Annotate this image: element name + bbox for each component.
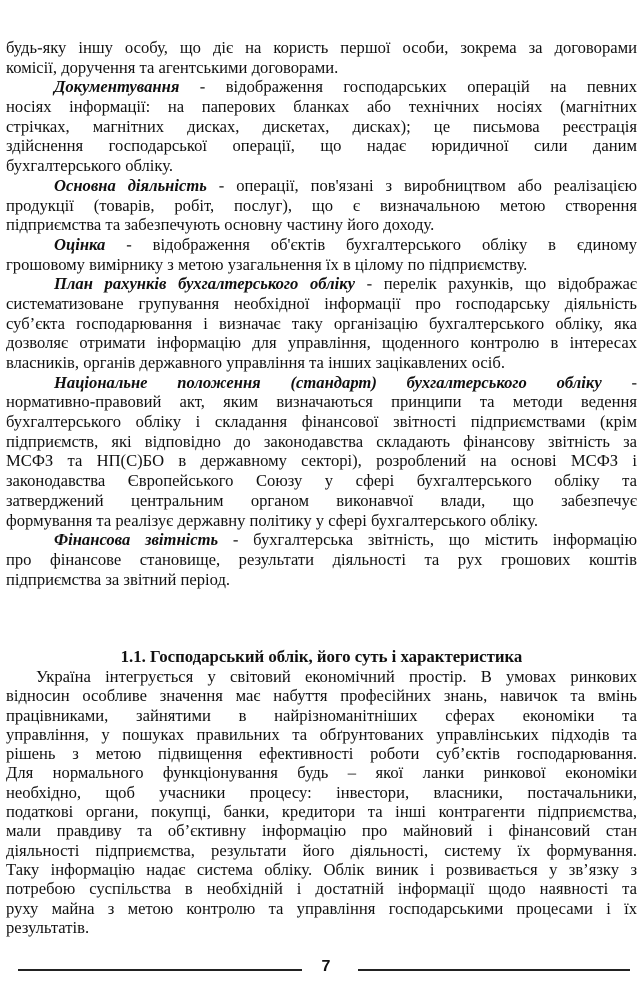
footer-rule-right bbox=[358, 969, 630, 971]
text-line: будь-яку іншу особу, що діє на користь першої особи, зокрема за договорами bbox=[6, 38, 637, 57]
definition-paragraph bbox=[6, 530, 637, 589]
definition-term: План рахунків бухгалтерського обліку bbox=[54, 274, 356, 294]
text-line: управління, у пошуках правильних та обґрунтованих управлінських підходів та bbox=[6, 724, 637, 744]
text-line: рішень з метою підвищення ефективності роботи суб’єктів господарювання. bbox=[6, 744, 637, 764]
page-number: 7 bbox=[321, 958, 331, 975]
text-line: Україна інтегрується у світовий економічний простір. В умовах ринкових bbox=[36, 667, 637, 686]
text-line: здійснення господарської операції, що надає юридичної сили даним bbox=[6, 136, 637, 156]
text-line: носіях інформації: на паперових бланках або технічних носіях (магнітних bbox=[6, 97, 637, 117]
definition-paragraph bbox=[6, 274, 637, 372]
definition-text: - операції, пов'язані з виробництвом або реалізацією bbox=[206, 175, 637, 195]
text-line: формування та реалізує державну політику у сфері бухгалтерського обліку. bbox=[6, 510, 538, 530]
text-line: комісії, доручення та агентськими договорами. bbox=[6, 57, 339, 77]
text-line: результатів. bbox=[6, 917, 90, 937]
text-line: законодавства Європейського Союзу у сфері бухгалтерського обліку та bbox=[6, 471, 637, 491]
definition-text: - перелік рахунків, що відображає bbox=[355, 274, 637, 294]
definition-paragraph bbox=[6, 77, 637, 175]
text-line: Таку інформацію надає система обліку. Облік виник і розвивається у зв’язку з bbox=[6, 859, 637, 879]
text-line: підприємства за звітний період. bbox=[6, 569, 231, 589]
text-line bbox=[6, 530, 637, 550]
text-line: Для нормального функціонування будь – якої ланки ринкової економіки bbox=[6, 763, 637, 783]
definition-term: Основна діяльність bbox=[54, 175, 207, 195]
text-line: підприємств, які відповідно до законодавства складають фінансову звітність за bbox=[6, 431, 637, 451]
definition-term: Документування bbox=[54, 77, 180, 97]
text-line: суб’єкта господарювання і визначає таку організацію бухгалтерського обліку, яка bbox=[6, 313, 637, 333]
definition-paragraph bbox=[6, 373, 637, 531]
text-line: МСФЗ та НП(С)БО в державному секторі), розроблений на основі МСФЗ і bbox=[6, 451, 637, 471]
text-line: працівниками, зайнятими в найрізноманітніших сферах економіки та bbox=[6, 705, 637, 725]
definition-text: - бухгалтерська звітність, що містить інформацію bbox=[218, 530, 637, 550]
text-line: відносин особливе значення має набуття професійних знань, навичок та вмінь bbox=[6, 686, 637, 706]
text-line bbox=[6, 235, 637, 255]
text-line bbox=[6, 176, 637, 196]
text-line: грошовому вимірнику з метою узагальнення їх в цілому по підприємству. bbox=[6, 254, 528, 274]
section-body bbox=[6, 667, 637, 937]
definition-text: - bbox=[601, 372, 637, 392]
text-line: бухгалтерського обліку. bbox=[6, 156, 174, 176]
text-line: продукції (товарів, робіт, послуг), що є визначальною метою створення bbox=[6, 195, 637, 215]
text-line: стрічках, магнітних дисках, дискетах, дисках); це письмова реєстрація bbox=[6, 116, 637, 136]
definitions-block bbox=[6, 38, 637, 589]
footer-rule-left bbox=[18, 969, 302, 971]
page-footer bbox=[0, 958, 643, 978]
definition-paragraph bbox=[6, 235, 637, 274]
text-line: бухгалтерського обліку і складання фінансової звітності підприємствами (крім bbox=[6, 412, 637, 432]
text-line: нормативно-правовий акт, яким визначаються принципи та методи ведення bbox=[6, 392, 637, 412]
text-line bbox=[6, 373, 637, 393]
definition-term: Фінансова звітність bbox=[54, 530, 219, 550]
text-line: дозволяє отримати інформацію для управління, щоденного контролю в інтересах bbox=[6, 333, 637, 353]
definition-term: Оцінка bbox=[54, 234, 106, 254]
text-line: податкові органи, покупці, банки, кредитори та інші контрагенти підприємства, bbox=[6, 802, 637, 822]
text-line: потребою суспільства в необхідній і достатній інформації щодо наявності та bbox=[6, 879, 637, 899]
definition-text: - відображення об'єктів бухгалтерського обліку в єдиному bbox=[105, 234, 637, 254]
text-line: необхідно, щоб учасники процесу: інвестори, власники, постачальники, bbox=[6, 782, 637, 802]
section-heading: 1.1. Господарський облік, його суть і характеристика bbox=[120, 647, 523, 666]
text-line: підприємства та забезпечують основну частину його доходу. bbox=[6, 215, 435, 235]
text-line: затверджений центральним органом виконавчої влади, що забезпечує bbox=[6, 490, 637, 510]
intro-paragraph bbox=[6, 38, 637, 77]
text-line: про фінансове становище, результати діяльності та рух грошових коштів bbox=[6, 549, 637, 569]
text-line: діяльності підприємства, результати його діяльності, систему їх формування. bbox=[6, 840, 637, 860]
text-line bbox=[6, 274, 637, 294]
definition-paragraph bbox=[6, 176, 637, 235]
text-line bbox=[6, 77, 637, 97]
definition-term: Національне положення (стандарт) бухгалтерського обліку bbox=[54, 372, 602, 392]
text-line: мали правдиву та об’єктивну інформацію про майновий і фінансовий стан bbox=[6, 821, 637, 841]
text-line: систематизоване групування необхідної інформації про господарську діяльність bbox=[6, 293, 637, 313]
text-line: руху майна з метою контролю та управління господарськими процесами і їх bbox=[6, 898, 637, 918]
definition-text: - відображення господарських операцій на певних bbox=[179, 77, 637, 97]
text-line: власників, органів державного управління та інших зацікавлених осіб. bbox=[6, 353, 505, 372]
